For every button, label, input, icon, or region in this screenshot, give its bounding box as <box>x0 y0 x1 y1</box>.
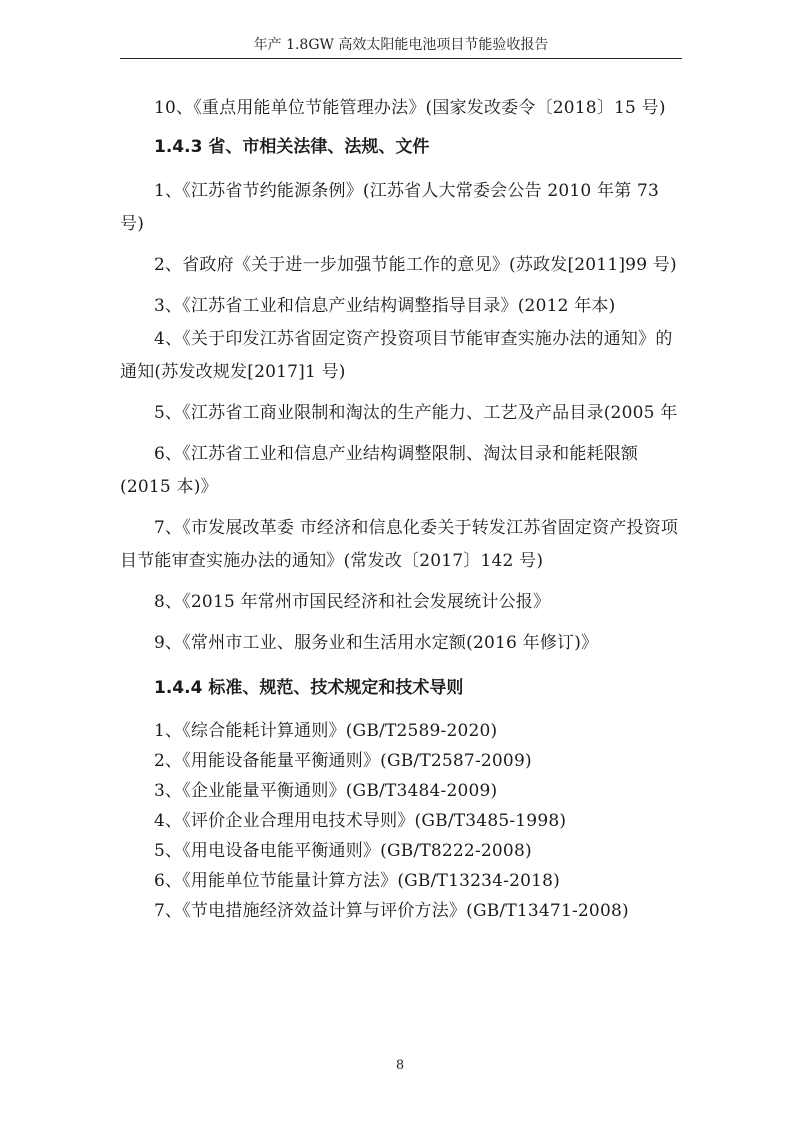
section-heading-1-4-3: 1.4.3 省、市相关法律、法规、文件 <box>154 137 430 157</box>
standard-item: 1、《综合能耗计算通则》(GB/T2589-2020) <box>154 721 498 741</box>
section-heading-1-4-4: 1.4.4 标准、规范、技术规定和技术导则 <box>154 678 464 698</box>
provincial-item: 8、《2015 年常州市国民经济和社会发展统计公报》 <box>154 592 551 612</box>
regulation-item: 10、《重点用能单位节能管理办法》(国家发改委令〔2018〕15 号) <box>154 98 666 118</box>
provincial-item: 5、《江苏省工商业限制和淘汰的生产能力、工艺及产品目录(2005 年 <box>154 403 678 423</box>
provincial-item: 7、《市发展改革委 市经济和信息化委关于转发江苏省固定资产投资项目节能审查实施办法的通知》(常发改〔2017〕142 号) <box>120 518 679 571</box>
standard-item: 3、《企业能量平衡通则》(GB/T3484-2009) <box>154 781 498 801</box>
standard-item: 6、《用能单位节能量计算方法》(GB/T13234-2018) <box>154 871 561 891</box>
provincial-item: 1、《江苏省节约能源条例》(江苏省人大常委会公告 2010 年第 73 号) <box>120 181 660 234</box>
document-title: 年产 1.8GW 高效太阳能电池项目节能验收报告 <box>253 37 549 53</box>
standard-item: 7、《节电措施经济效益计算与评价方法》(GB/T13471-2008) <box>154 901 629 921</box>
standard-item: 4、《评价企业合理用电技术导则》(GB/T3485-1998) <box>154 811 567 831</box>
provincial-item: 2、省政府《关于进一步加强节能工作的意见》(苏政发[2011]99 号) <box>154 255 677 275</box>
provincial-item: 9、《常州市工业、服务业和生活用水定额(2016 年修订)》 <box>154 633 599 653</box>
standard-item: 5、《用电设备电能平衡通则》(GB/T8222-2008) <box>154 841 532 861</box>
page-header <box>120 34 682 59</box>
provincial-item: 6、《江苏省工业和信息产业结构调整限制、淘汰目录和能耗限额(2015 本)》 <box>120 444 639 497</box>
provincial-item: 3、《江苏省工业和信息产业结构调整指导目录》(2012 年本) <box>154 296 616 316</box>
document-body <box>120 92 682 926</box>
page-number: 8 <box>395 1058 405 1073</box>
standard-item: 2、《用能设备能量平衡通则》(GB/T2587-2009) <box>154 751 532 771</box>
provincial-item: 4、《关于印发江苏省固定资产投资项目节能审查实施办法的通知》的通知(苏发改规发[2017]1 号) <box>120 329 673 382</box>
